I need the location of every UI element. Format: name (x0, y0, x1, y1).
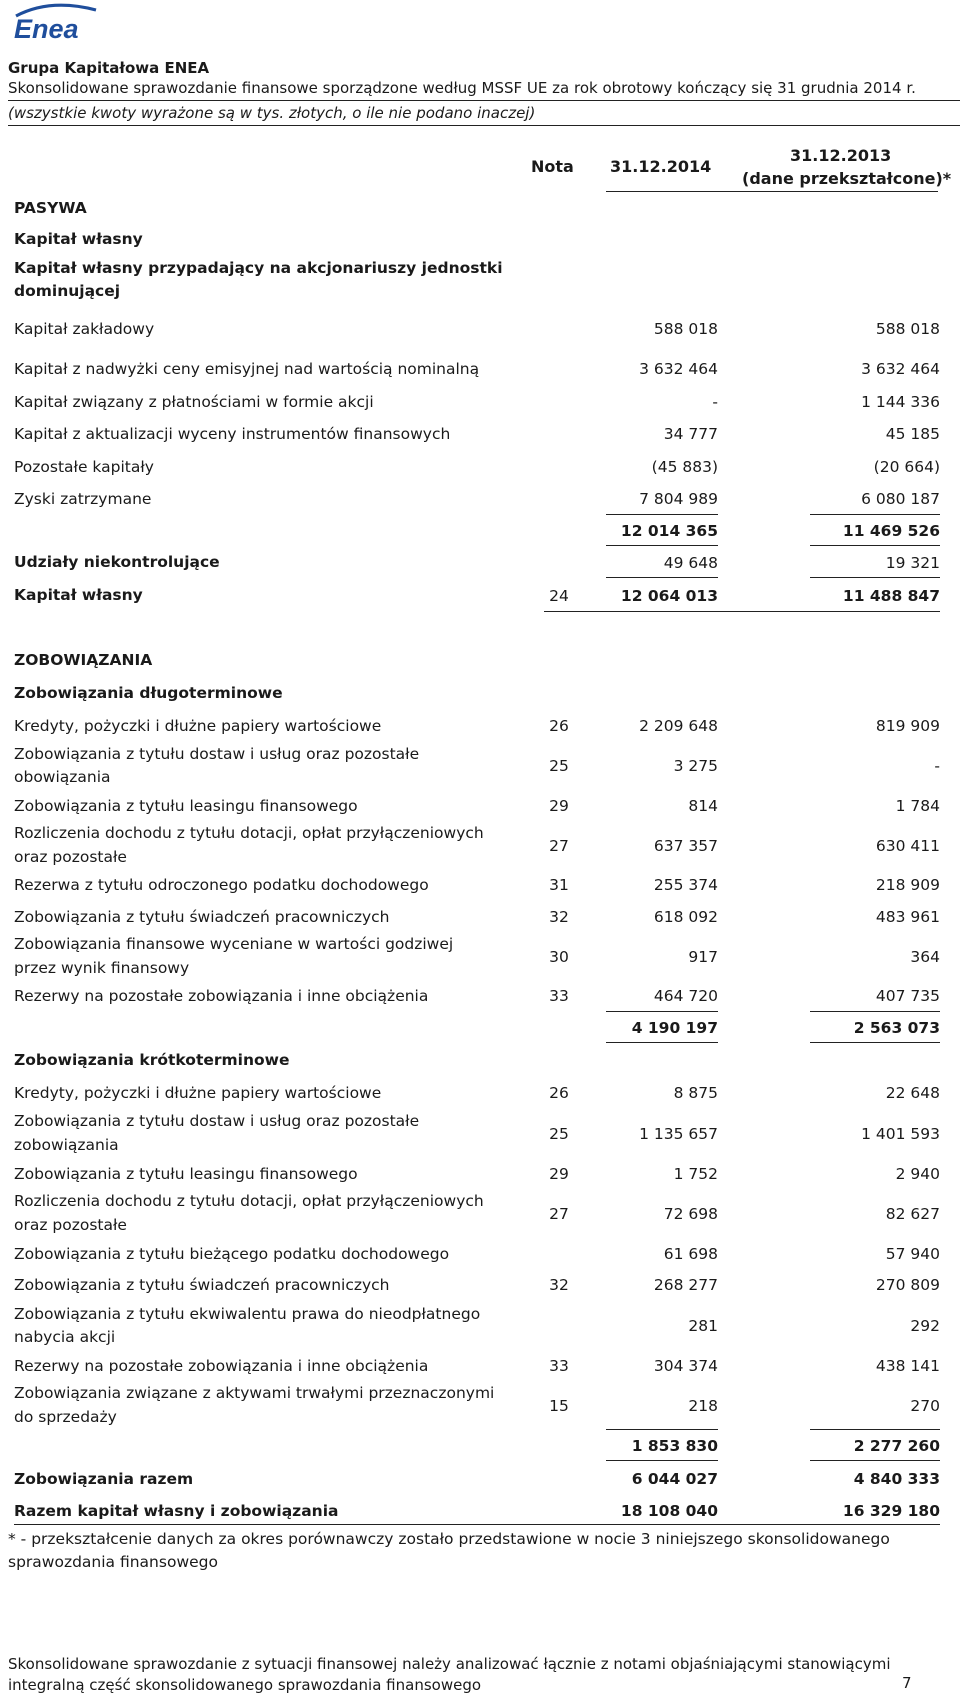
short-term-row-label: Zobowiązania z tytułu świadczeń pracowniczych (14, 1276, 390, 1294)
grand-total-label: Razem kapitał własny i zobowiązania (14, 1502, 339, 1520)
short-term-row-label: Kredyty, pożyczki i dłużne papiery wartościowe (14, 1084, 382, 1102)
nci-2014: 49 648 (663, 554, 718, 572)
long-term-row-2013: - (934, 757, 940, 775)
short-term-row-2014: 1 752 (673, 1165, 718, 1183)
col-2014-heading: 31.12.2014 (610, 157, 712, 176)
short-term-row-label-cont: do sprzedaży (14, 1408, 117, 1426)
short-term-heading: Zobowiązania krótkoterminowe (14, 1051, 290, 1069)
short-term-row-label-cont: nabycia akcji (14, 1328, 116, 1346)
enea-logo (10, 2, 102, 42)
nci-2013: 19 321 (885, 554, 940, 572)
pasywa-heading: PASYWA (14, 199, 87, 217)
long-term-row-label: Rezerwy na pozostałe zobowiązania i inne obciążenia (14, 987, 429, 1005)
long-term-row-2014: 3 275 (673, 757, 718, 775)
short-term-row-2013: 292 (910, 1317, 940, 1335)
page-footer: Skonsolidowane sprawozdanie z sytuacji finansowej należy analizować łącznie z notami objaśniającymi stanowiącymi integralną część skonsolidowanego sprawozdania finansowego (8, 1655, 891, 1694)
long-term-row-2013: 407 735 (875, 987, 940, 1005)
equity-row-label: Kapitał z aktualizacji wyceny instrumentów finansowych (14, 425, 451, 443)
long-term-row-label: Kredyty, pożyczki i dłużne papiery wartościowe (14, 717, 382, 735)
long-term-total-rule (810, 1042, 940, 1043)
long-term-row-2013: 218 909 (875, 876, 940, 894)
short-term-row-note: 25 (549, 1125, 569, 1143)
grand-total-2014: 18 108 040 (620, 1502, 718, 1520)
equity-row-2014: 34 777 (663, 425, 718, 443)
long-term-row-2013: 630 411 (875, 837, 940, 855)
long-term-heading: Zobowiązania długoterminowe (14, 684, 283, 702)
col-2013-subheading: (dane przekształcone)* (742, 169, 952, 188)
short-term-total-rule (606, 1460, 718, 1461)
short-term-row-2014: 304 374 (653, 1357, 718, 1375)
short-term-total-rule (606, 1429, 718, 1430)
short-term-row-2013: 82 627 (885, 1205, 940, 1223)
nci-label: Udziały niekontrolujące (14, 553, 220, 571)
short-term-row-2014: 1 135 657 (639, 1125, 718, 1143)
long-term-row-2014: 464 720 (653, 987, 718, 1005)
equity-row-label: Zyski zatrzymane (14, 490, 152, 508)
col-2013-heading: 31.12.2013 (790, 146, 892, 165)
long-term-row-label: Zobowiązania z tytułu leasingu finansowego (14, 797, 358, 815)
equity-subtotal-2014: 12 014 365 (620, 522, 718, 540)
short-term-row-note: 15 (549, 1397, 569, 1415)
short-term-row-note: 32 (549, 1276, 569, 1294)
nci-rule (606, 577, 718, 578)
short-term-row-note: 29 (549, 1165, 569, 1183)
long-term-total-2013: 2 563 073 (853, 1019, 940, 1037)
short-term-row-2013: 270 (910, 1397, 940, 1415)
long-term-row-note: 31 (549, 876, 569, 894)
long-term-row-2013: 364 (910, 948, 940, 966)
long-term-total-rule (810, 1011, 940, 1012)
equity-row-label: Kapitał z nadwyżki ceny emisyjnej nad wartością nominalną (14, 360, 480, 378)
short-term-row-note: 27 (549, 1205, 569, 1223)
long-term-row-note: 25 (549, 757, 569, 775)
long-term-row-note: 26 (549, 717, 569, 735)
equity-row-2013: 6 080 187 (861, 490, 940, 508)
equity-total-note: 24 (549, 587, 569, 605)
equity-total-rule (544, 611, 940, 612)
long-term-row-label: Rozliczenia dochodu z tytułu dotacji, opłat przyłączeniowych (14, 824, 484, 842)
equity-row-label: Pozostałe kapitały (14, 458, 154, 476)
short-term-row-label: Zobowiązania z tytułu bieżącego podatku dochodowego (14, 1245, 450, 1263)
long-term-total-rule (606, 1042, 718, 1043)
equity-row-2013: (20 664) (873, 458, 940, 476)
liabilities-heading: ZOBOWIĄZANIA (14, 651, 153, 669)
short-term-row-label: Rozliczenia dochodu z tytułu dotacji, opłat przyłączeniowych (14, 1192, 484, 1210)
subtotal-rule (606, 545, 718, 546)
long-term-row-note: 32 (549, 908, 569, 926)
short-term-total-2013: 2 277 260 (853, 1437, 940, 1455)
long-term-row-2014: 2 209 648 (639, 717, 718, 735)
long-term-row-2014: 637 357 (653, 837, 718, 855)
short-term-row-2014: 8 875 (673, 1084, 718, 1102)
equity-total-2013: 11 488 847 (842, 587, 940, 605)
short-term-row-label: Zobowiązania z tytułu dostaw i usług oraz pozostałe (14, 1112, 420, 1130)
long-term-row-2014: 618 092 (653, 908, 718, 926)
short-term-row-2013: 270 809 (875, 1276, 940, 1294)
long-term-total-2014: 4 190 197 (631, 1019, 718, 1037)
long-term-row-note: 29 (549, 797, 569, 815)
liabilities-total-2013: 4 840 333 (853, 1470, 940, 1488)
short-term-row-2014: 61 698 (663, 1245, 718, 1263)
long-term-row-2014: 917 (688, 948, 718, 966)
equity-total-label: Kapitał własny (14, 586, 143, 604)
subtotal-rule (606, 514, 718, 515)
long-term-row-label: Zobowiązania z tytułu świadczeń pracowniczych (14, 908, 390, 926)
equity-parent-heading-cont: dominującej (14, 282, 121, 300)
long-term-row-label: Zobowiązania z tytułu dostaw i usług oraz pozostałe (14, 745, 420, 763)
liabilities-total-2014: 6 044 027 (631, 1470, 718, 1488)
equity-row-2014: 3 632 464 (639, 360, 718, 378)
short-term-row-2014: 268 277 (653, 1276, 718, 1294)
equity-row-2014: 7 804 989 (639, 490, 718, 508)
equity-subtotal-2013: 11 469 526 (842, 522, 940, 540)
short-term-row-2014: 218 (688, 1397, 718, 1415)
svg-text:Enea: Enea (14, 14, 79, 42)
long-term-row-label-cont: przez wynik finansowy (14, 959, 190, 977)
col-nota-heading: Nota (531, 157, 574, 176)
nci-rule (810, 577, 940, 578)
restatement-footnote: * - przekształcenie danych za okres porównawczy zostało przedstawione w nocie 3 niniejszego skonsolidowanego sprawozdania finansowego (8, 1530, 890, 1571)
short-term-row-2013: 57 940 (885, 1245, 940, 1263)
equity-row-2014: - (712, 393, 718, 411)
long-term-row-2013: 483 961 (875, 908, 940, 926)
long-term-row-label: Rezerwa z tytułu odroczonego podatku dochodowego (14, 876, 429, 894)
equity-row-2014: (45 883) (651, 458, 718, 476)
equity-row-2013: 1 144 336 (861, 393, 940, 411)
document-header (8, 58, 960, 126)
long-term-row-2013: 1 784 (895, 797, 940, 815)
short-term-total-2014: 1 853 830 (631, 1437, 718, 1455)
long-term-row-note: 33 (549, 987, 569, 1005)
equity-heading: Kapitał własny (14, 230, 143, 248)
equity-row-2014: 588 018 (653, 320, 718, 338)
long-term-row-2014: 255 374 (653, 876, 718, 894)
short-term-row-2014: 281 (688, 1317, 718, 1335)
short-term-row-label-cont: oraz pozostałe (14, 1216, 127, 1234)
equity-parent-heading: Kapitał własny przypadający na akcjonariuszy jednostki (14, 259, 503, 277)
equity-row-2013: 3 632 464 (861, 360, 940, 378)
document-title: Skonsolidowane sprawozdanie finansowe sporządzone według MSSF UE za rok obrotowy kończący się 31 grudnia 2014 r. (8, 78, 960, 101)
grand-total-2013: 16 329 180 (842, 1502, 940, 1520)
long-term-row-note: 30 (549, 948, 569, 966)
short-term-row-2013: 438 141 (875, 1357, 940, 1375)
page-number: 7 (902, 1674, 912, 1692)
short-term-row-note: 33 (549, 1357, 569, 1375)
short-term-row-label: Rezerwy na pozostałe zobowiązania i inne obciążenia (14, 1357, 429, 1375)
subtotal-rule (810, 545, 940, 546)
subtotal-rule (810, 514, 940, 515)
equity-row-label: Kapitał związany z płatnościami w formie akcji (14, 393, 374, 411)
short-term-row-label: Zobowiązania związane z aktywami trwałymi przeznaczonymi (14, 1384, 495, 1402)
short-term-row-2014: 72 698 (663, 1205, 718, 1223)
heading-rule (606, 191, 938, 192)
short-term-row-2013: 22 648 (885, 1084, 940, 1102)
long-term-row-label: Zobowiązania finansowe wyceniane w wartości godziwej (14, 935, 454, 953)
equity-row-2013: 45 185 (885, 425, 940, 443)
short-term-row-label: Zobowiązania z tytułu ekwiwalentu prawa do nieodpłatnego (14, 1305, 481, 1323)
short-term-row-2013: 1 401 593 (861, 1125, 940, 1143)
short-term-total-rule (810, 1429, 940, 1430)
short-term-row-label-cont: zobowiązania (14, 1136, 119, 1154)
long-term-row-2014: 814 (688, 797, 718, 815)
company-name: Grupa Kapitałowa ENEA (8, 59, 210, 77)
short-term-row-note: 26 (549, 1084, 569, 1102)
equity-total-2014: 12 064 013 (620, 587, 718, 605)
long-term-row-label-cont: oraz pozostałe (14, 848, 127, 866)
long-term-total-rule (606, 1011, 718, 1012)
liabilities-total-label: Zobowiązania razem (14, 1470, 194, 1488)
long-term-row-label-cont: obowiązania (14, 768, 111, 786)
long-term-row-2013: 819 909 (875, 717, 940, 735)
equity-row-2013: 588 018 (875, 320, 940, 338)
short-term-row-label: Zobowiązania z tytułu leasingu finansowego (14, 1165, 358, 1183)
amounts-note: (wszystkie kwoty wyrażone są w tys. złotych, o ile nie podano inaczej) (8, 103, 960, 126)
long-term-row-note: 27 (549, 837, 569, 855)
equity-row-label: Kapitał zakładowy (14, 320, 155, 338)
short-term-total-rule (810, 1460, 940, 1461)
grand-total-rule (14, 1524, 940, 1525)
short-term-row-2013: 2 940 (895, 1165, 940, 1183)
